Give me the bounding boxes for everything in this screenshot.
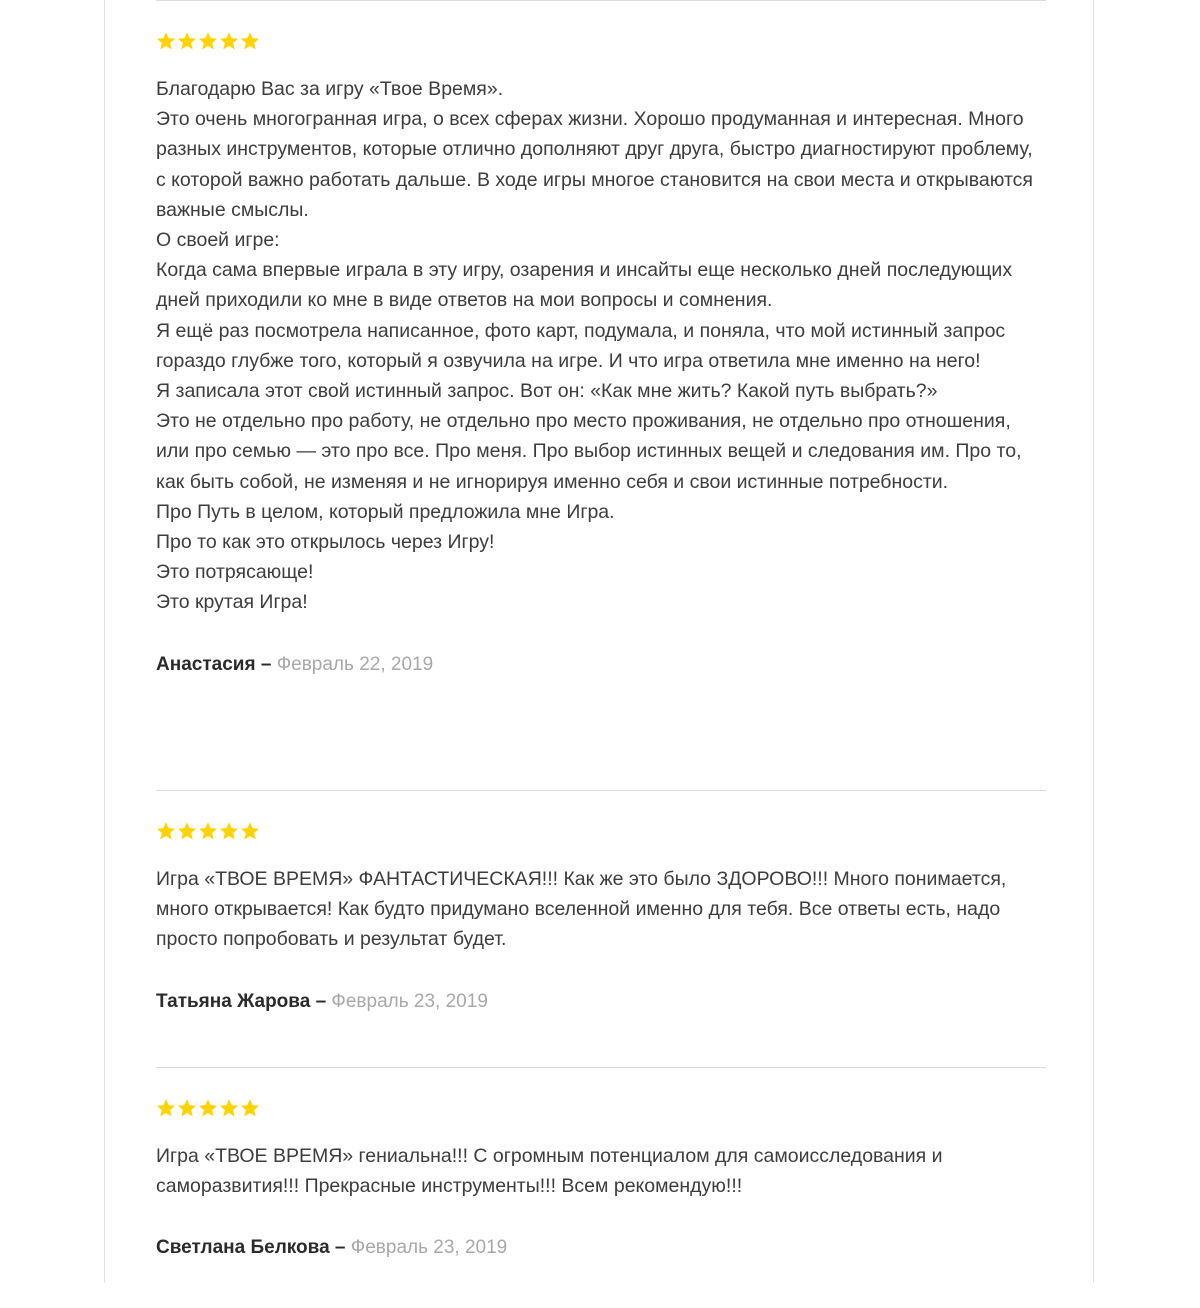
review-paragraph: Благодарю Вас за игру «Твое Время». [156,78,504,100]
star-icon [219,821,239,841]
review-paragraph: Это очень многогранная игра, о всех сферах жизни. Хорошо продуманная и интересная. Много разных инструментов, которые отлично дополняют друг друга, быстро диагностируют проблему, с которой важно работать дальше. В ходе игры многое становится на свои места и открываются важные смыслы. [156,108,1033,221]
review-text [156,74,1046,618]
star-icon [219,31,239,51]
review-paragraph: О своей игре: [156,229,280,252]
review-meta [156,1233,1046,1263]
star-icon [219,1098,239,1118]
review-paragraph: Я ещё раз посмотрела написанное, фото карт, подумала, и поняла, что мой истинный запрос гораздо глубже того, который я озвучила на игре. И что игра ответила мне именно на него! [156,319,1006,372]
star-icon [198,1098,218,1118]
star-icon [240,821,260,841]
review-paragraph: Про Путь в целом, который предложила мне Игра. [156,500,615,523]
review-item [156,0,1046,790]
star-icon [156,821,176,841]
star-icon [177,821,197,841]
author-date-separator: – [315,990,327,1012]
star-icon [240,1098,260,1118]
star-icon [156,31,176,51]
review-paragraph: Это не отдельно про работу, не отдельно про место проживания, не отдельно про отношения, или про семью — это про все. Про меня. Про выбор истинных вещей и следования им. Про то, как быть собой, не изменяя и не игнорируя именно себя и свои истинные потребности. [156,410,1022,493]
review-paragraph: Про то как это открылось через Игру! [156,531,495,554]
review-date: Февраль 22, 2019 [276,653,434,675]
review-paragraph: Когда сама впервые играла в эту игру, озарения и инсайты еще несколько дней последующих дней приходили ко мне в виде ответов на мои вопросы и сомнения. [156,259,1013,312]
star-icon [177,1098,197,1118]
review-paragraph: Это крутая Игра! [156,591,308,614]
reviews-list [156,0,1046,1308]
star-icon [177,31,197,51]
review-date: Февраль 23, 2019 [350,1237,508,1259]
star-icon [198,31,218,51]
star-icon [198,821,218,841]
review-paragraph: Я записала этот свой истинный запрос. Вот он: «Как мне жить? Какой путь выбрать?» [156,380,938,403]
review-paragraph: Игра «ТВОЕ ВРЕМЯ» ФАНТАСТИЧЕСКАЯ!!! Как же это было ЗДОРОВО!!! Много понимается, много открывается! Как будто придумано вселенной именно для тебя. Все ответы есть, надо просто попробовать и результат будет. [156,868,1007,951]
star-icon [240,31,260,51]
review-item [156,790,1046,1067]
review-paragraph: Игра «ТВОЕ ВРЕМЯ» гениальна!!! С огромным потенциалом для самоисследования и саморазвития!!! Прекрасные инструменты!!! Всем рекомендую!!! [156,1145,943,1198]
star-rating [156,791,1046,844]
review-text [156,1141,1046,1201]
review-date: Февраль 23, 2019 [331,990,488,1012]
review-author: Светлана Белкова [156,1237,330,1259]
star-rating [156,1,1046,54]
author-date-separator: – [334,1237,346,1259]
review-text [156,864,1046,955]
review-author: Татьяна Жарова [156,990,311,1012]
review-meta [156,987,1046,1017]
author-date-separator: – [260,653,272,675]
review-meta [156,650,1046,680]
star-rating [156,1068,1046,1121]
review-item [156,1067,1046,1308]
review-paragraph: Это потрясающе! [156,561,314,584]
review-author: Анастасия [156,653,256,675]
star-icon [156,1098,176,1118]
